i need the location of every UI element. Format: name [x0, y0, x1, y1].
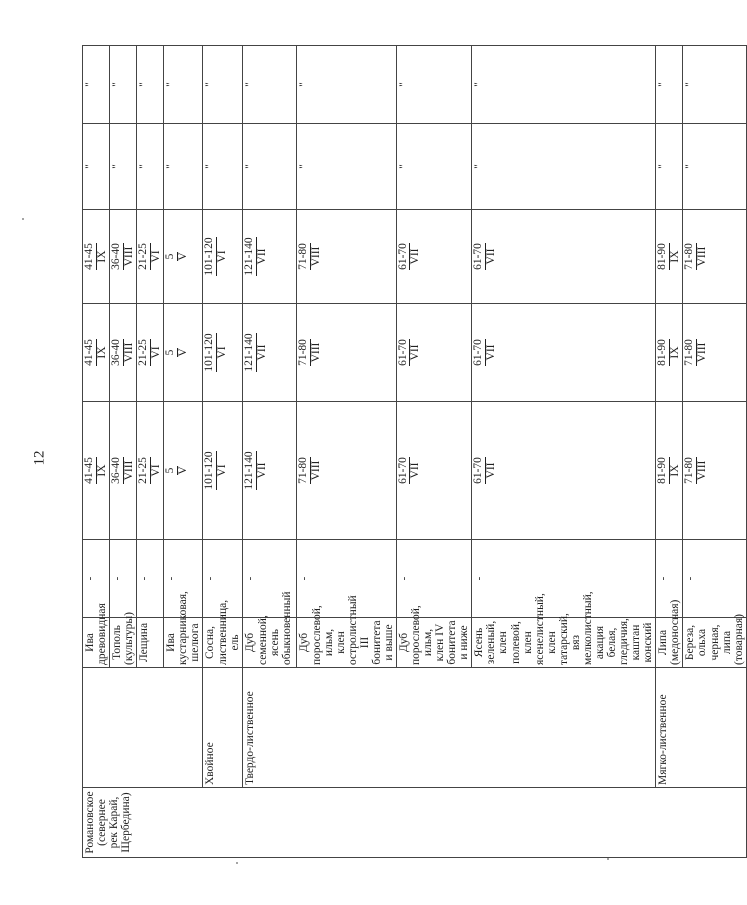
ditto-cell	[110, 46, 137, 124]
fraction-numerator: 61-70	[472, 457, 485, 484]
age-class-cell	[203, 402, 243, 540]
dash-value: -	[165, 576, 178, 581]
fraction-value	[204, 451, 228, 489]
stand-group-cell: Хвойное	[203, 668, 243, 788]
ditto-cell	[137, 46, 164, 124]
species-name: Ива кустарниковая, шелюга	[165, 591, 202, 665]
fraction-value	[244, 451, 268, 489]
fraction-value	[298, 457, 322, 484]
species-name: Береза, ольха черная, липа (товарная)	[684, 614, 745, 665]
fraction-value	[84, 457, 108, 484]
fraction-value	[473, 457, 497, 484]
species-name: Лещина	[138, 622, 151, 663]
fraction-denominator: V	[176, 348, 189, 357]
dash-value: -	[84, 576, 96, 581]
ditto-mark: "	[473, 82, 486, 87]
age-class-cell	[83, 304, 110, 402]
fraction-denominator: IX	[668, 346, 681, 359]
fraction-numerator: 71-80	[683, 243, 696, 270]
age-class-cell	[164, 402, 203, 540]
age-class-cell	[137, 210, 164, 304]
fraction-value	[298, 243, 322, 270]
ditto-mark: "	[204, 164, 217, 169]
fraction-value	[398, 243, 422, 270]
age-class-cell	[164, 304, 203, 402]
ditto-cell	[396, 46, 471, 124]
fraction-numerator: 71-80	[297, 457, 310, 484]
age-class-cell	[243, 210, 297, 304]
fraction-denominator: VII	[255, 462, 268, 479]
dash-value: -	[473, 576, 486, 581]
age-class-cell	[396, 210, 471, 304]
age-class-cell	[203, 210, 243, 304]
fraction-value	[165, 466, 189, 474]
fraction-denominator: VII	[255, 248, 268, 265]
fraction-denominator: VI	[149, 250, 162, 263]
fraction-numerator: 21-25	[137, 243, 150, 270]
age-class-cell	[472, 210, 656, 304]
age-class-cell	[656, 402, 683, 540]
age-class-cell	[297, 402, 397, 540]
dash-value: -	[397, 576, 410, 581]
dash-cell	[683, 540, 746, 618]
rotated-table-container	[82, 46, 745, 858]
species-cell	[243, 591, 297, 668]
age-class-cell	[656, 210, 683, 304]
ditto-cell	[683, 124, 746, 210]
age-class-cell	[137, 402, 164, 540]
age-class-cell	[683, 402, 746, 540]
ditto-cell	[164, 46, 203, 124]
age-class-cell	[396, 402, 471, 540]
age-class-cell	[83, 210, 110, 304]
ditto-cell	[297, 46, 397, 124]
ditto-mark: "	[244, 164, 257, 169]
fraction-value	[138, 457, 162, 484]
fraction-denominator: VI	[215, 250, 228, 263]
age-class-cell	[243, 402, 297, 540]
fraction-value	[244, 237, 268, 275]
fraction-numerator: 41-45	[83, 339, 95, 366]
fraction-denominator: VI	[215, 346, 228, 359]
age-class-cell	[656, 304, 683, 402]
fraction-value	[398, 457, 422, 484]
fraction-value	[473, 339, 497, 366]
dash-cell	[472, 540, 656, 618]
scan-speck	[22, 218, 24, 220]
region-name: Романовское (севернее рек Карай, Щербедина)	[84, 791, 133, 854]
fraction-value	[165, 252, 189, 260]
fraction-numerator: 41-45	[83, 243, 95, 270]
species-cell	[164, 591, 203, 668]
fraction-denominator: VIII	[122, 460, 135, 481]
fraction-value	[111, 243, 135, 270]
dash-cell	[137, 540, 164, 618]
fraction-denominator: VIII	[695, 342, 708, 363]
species-name: Дуб порослевой, ильм, клен IV бонитета и ниже	[397, 605, 471, 665]
table-row	[83, 46, 110, 858]
ditto-cell	[83, 124, 110, 210]
ditto-mark: "	[684, 164, 697, 169]
fraction-numerator: 71-80	[297, 339, 310, 366]
ditto-mark: "	[165, 164, 178, 169]
table-row	[656, 46, 683, 858]
fraction-value	[111, 339, 135, 366]
age-class-cell	[110, 402, 137, 540]
fraction-value	[684, 457, 708, 484]
species-name: Сосна, лиственница, ель	[204, 599, 241, 665]
ditto-cell	[110, 124, 137, 210]
fraction-numerator: 61-70	[396, 457, 409, 484]
ditto-mark: "	[204, 82, 217, 87]
ditto-cell	[243, 124, 297, 210]
species-name: Тополь (культуры)	[111, 612, 136, 665]
fraction-numerator: 61-70	[396, 243, 409, 270]
age-class-cell	[137, 304, 164, 402]
fraction-numerator: 101-120	[203, 237, 216, 276]
fraction-numerator: 101-120	[203, 333, 216, 372]
ditto-mark: "	[138, 164, 151, 169]
species-cell	[110, 612, 137, 668]
ditto-cell	[297, 124, 397, 210]
fraction-value	[657, 457, 681, 484]
fraction-value	[165, 348, 189, 356]
fraction-numerator: 36-40	[110, 243, 123, 270]
fraction-denominator: VIII	[695, 460, 708, 481]
ditto-mark: "	[244, 82, 257, 87]
fraction-value	[84, 243, 108, 270]
fraction-numerator: 121-140	[243, 451, 256, 490]
fraction-value	[684, 339, 708, 366]
fraction-value	[138, 243, 162, 270]
ditto-mark: "	[684, 82, 697, 87]
stand-group-cell	[83, 668, 203, 788]
fraction-value	[204, 333, 228, 371]
ditto-cell	[243, 46, 297, 124]
fraction-denominator: VII	[409, 344, 422, 361]
ditto-cell	[472, 124, 656, 210]
fraction-numerator: 121-140	[243, 333, 256, 372]
ditto-mark: "	[111, 82, 124, 87]
forestry-table	[82, 45, 747, 858]
ditto-cell	[656, 124, 683, 210]
ditto-mark: "	[84, 82, 96, 87]
region-cell	[83, 788, 747, 858]
fraction-value	[657, 243, 681, 270]
age-class-cell	[243, 304, 297, 402]
fraction-value	[657, 339, 681, 366]
fraction-numerator: 121-140	[243, 237, 256, 276]
fraction-value	[298, 339, 322, 366]
ditto-mark: "	[473, 164, 486, 169]
fraction-numerator: 81-90	[656, 339, 669, 366]
fraction-denominator: IX	[668, 464, 681, 477]
species-cell	[297, 595, 397, 668]
ditto-cell	[164, 124, 203, 210]
fraction-numerator: 71-80	[297, 243, 310, 270]
fraction-value	[111, 457, 135, 484]
fraction-value	[244, 333, 268, 371]
ditto-mark: "	[111, 164, 124, 169]
ditto-mark: "	[298, 82, 311, 87]
ditto-mark: "	[397, 82, 410, 87]
dash-value: -	[204, 576, 217, 581]
dash-value: -	[244, 576, 257, 581]
ditto-mark: "	[657, 164, 670, 169]
species-cell	[203, 599, 243, 668]
fraction-denominator: VIII	[695, 246, 708, 267]
fraction-denominator: VII	[484, 344, 497, 361]
fraction-value	[204, 237, 228, 275]
fraction-numerator: 61-70	[396, 339, 409, 366]
fraction-denominator: VIII	[309, 246, 322, 267]
fraction-denominator: VIII	[122, 342, 135, 363]
fraction-denominator: V	[176, 466, 189, 475]
dash-cell	[110, 540, 137, 618]
fraction-numerator: 61-70	[472, 243, 485, 270]
fraction-value	[84, 339, 108, 366]
fraction-numerator: 71-80	[683, 457, 696, 484]
species-name: Липа (медоносная)	[657, 599, 682, 665]
ditto-cell	[203, 46, 243, 124]
ditto-mark: "	[298, 164, 311, 169]
age-class-cell	[472, 304, 656, 402]
fraction-denominator: VII	[255, 344, 268, 361]
fraction-numerator: 36-40	[110, 457, 123, 484]
species-cell	[656, 599, 683, 668]
species-cell	[83, 603, 110, 668]
scan-speck	[236, 862, 238, 864]
fraction-value	[684, 243, 708, 270]
fraction-denominator: VI	[149, 464, 162, 477]
species-name: Ива древовидная	[84, 603, 109, 665]
age-class-cell	[683, 304, 746, 402]
fraction-numerator: 36-40	[110, 339, 123, 366]
age-class-cell	[203, 304, 243, 402]
age-class-cell	[110, 304, 137, 402]
fraction-denominator: VII	[409, 248, 422, 265]
fraction-denominator: VI	[149, 346, 162, 359]
ditto-mark: "	[165, 82, 178, 87]
fraction-value	[398, 339, 422, 366]
ditto-cell	[472, 46, 656, 124]
fraction-numerator: 5	[164, 253, 177, 260]
fraction-denominator: VI	[215, 464, 228, 477]
page-number: 12	[31, 450, 48, 466]
fraction-denominator: VII	[484, 248, 497, 265]
ditto-cell	[137, 124, 164, 210]
fraction-value	[473, 243, 497, 270]
age-class-cell	[110, 210, 137, 304]
ditto-mark: "	[138, 82, 151, 87]
age-class-cell	[683, 210, 746, 304]
fraction-denominator: IX	[95, 250, 108, 263]
dash-value: -	[657, 576, 670, 581]
fraction-numerator: 81-90	[656, 457, 669, 484]
fraction-denominator: VIII	[122, 246, 135, 267]
ditto-cell	[396, 124, 471, 210]
table-row	[243, 46, 297, 858]
fraction-numerator: 21-25	[137, 457, 150, 484]
age-class-cell	[164, 210, 203, 304]
fraction-numerator: 21-25	[137, 339, 150, 366]
fraction-denominator: IX	[95, 346, 108, 359]
species-cell	[137, 618, 164, 668]
dash-value: -	[298, 576, 311, 581]
fraction-numerator: 41-45	[83, 457, 95, 484]
dash-value: -	[684, 576, 697, 581]
fraction-denominator: VII	[484, 462, 497, 479]
stand-group-cell: Мягко-лиственное	[656, 668, 746, 788]
age-class-cell	[83, 402, 110, 540]
fraction-value	[138, 339, 162, 366]
dash-value: -	[138, 576, 151, 581]
species-name: Ясень зеленый, клен полевой, клен ясенелистный, клен татарский, вяз мелколистный, акация белая, гледичия, каштан конский	[473, 591, 655, 665]
species-name: Дуб порослевой, ильм, клен остролистный III бонитета и выше	[298, 595, 395, 665]
fraction-numerator: 5	[164, 467, 177, 474]
ditto-cell	[683, 46, 746, 124]
fraction-denominator: VII	[409, 462, 422, 479]
species-cell	[396, 605, 471, 668]
species-name: Дуб семенной, ясень обыкновенный	[244, 591, 293, 665]
species-cell	[472, 591, 656, 668]
species-cell	[683, 614, 746, 668]
fraction-numerator: 71-80	[683, 339, 696, 366]
ditto-mark: "	[397, 164, 410, 169]
age-class-cell	[297, 210, 397, 304]
ditto-mark: "	[84, 164, 96, 169]
dash-value: -	[111, 576, 124, 581]
fraction-numerator: 81-90	[656, 243, 669, 270]
fraction-numerator: 101-120	[203, 451, 216, 490]
fraction-denominator: VIII	[309, 342, 322, 363]
fraction-denominator: IX	[95, 464, 108, 477]
fraction-denominator: VIII	[309, 460, 322, 481]
fraction-numerator: 5	[164, 349, 177, 356]
stand-group-cell: Твердо-лиственное	[243, 668, 656, 788]
fraction-denominator: V	[176, 252, 189, 261]
ditto-cell	[656, 46, 683, 124]
age-class-cell	[396, 304, 471, 402]
fraction-numerator: 61-70	[472, 339, 485, 366]
ditto-cell	[203, 124, 243, 210]
age-class-cell	[297, 304, 397, 402]
dash-cell	[396, 540, 471, 618]
fraction-denominator: IX	[668, 250, 681, 263]
age-class-cell	[472, 402, 656, 540]
ditto-mark: "	[657, 82, 670, 87]
scan-speck	[607, 858, 609, 860]
ditto-cell	[83, 46, 110, 124]
table-row	[203, 46, 243, 858]
